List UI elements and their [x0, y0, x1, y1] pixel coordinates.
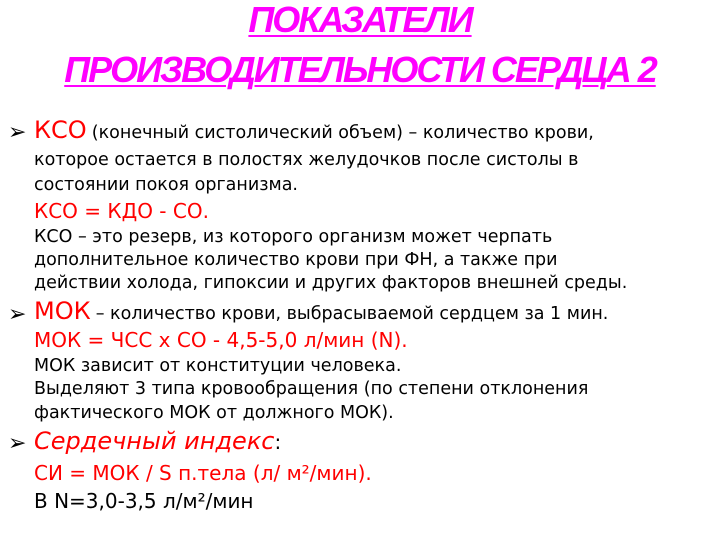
arrow-bullet-icon: ➢ — [8, 120, 27, 145]
mok-formula: МОК = ЧСС х СО - 4,5-5,0 л/мин (N). — [34, 328, 408, 352]
kso-text-line-3: состоянии покоя организма. — [34, 175, 298, 195]
mok-term: МОК — [34, 297, 91, 325]
kso-note-line-2: дополнительное количество крови при ФН, а также при — [34, 250, 558, 270]
ci-heading — [34, 429, 281, 453]
ci-term: Сердечный индекс — [34, 427, 275, 455]
arrow-bullet-icon: ➢ — [8, 302, 27, 327]
kso-formula: КСО = КДО - СО. — [34, 199, 209, 223]
kso-text-line-2: которое остается в полостях желудочков после систолы в — [34, 150, 579, 170]
mok-heading — [34, 299, 608, 324]
mok-definition: – количество крови, выбрасываемой сердцем за 1 мин. — [95, 304, 609, 324]
ci-norm: В N=3,0-3,5 л/м²/мин — [34, 489, 254, 513]
kso-note-line-1: КСО – это резерв, из которого организм может черпать — [34, 227, 553, 247]
kso-heading — [34, 118, 594, 143]
page-title-line-2: ПРОИЗВОДИТЕЛЬНОСТИ СЕРДЦА 2 — [64, 49, 656, 90]
mok-note-line-3: фактического МОК от должного МОК). — [34, 403, 394, 423]
page-title-line-1: ПОКАЗАТЕЛИ — [248, 0, 472, 40]
ci-colon: : — [274, 430, 282, 454]
kso-definition: (конечный систолический объем) – количество крови, — [91, 123, 594, 143]
kso-term: КСО — [34, 116, 87, 144]
mok-note-line-1: МОК зависит от конституции человека. — [34, 356, 402, 376]
kso-note-line-3: действии холода, гипоксии и других факторов внешней среды. — [34, 273, 628, 293]
mok-note-line-2: Выделяют 3 типа кровообращения (по степени отклонения — [34, 379, 589, 399]
ci-formula: СИ = МОК / S п.тела (л/ м²/мин). — [34, 461, 372, 485]
arrow-bullet-icon: ➢ — [8, 431, 27, 456]
